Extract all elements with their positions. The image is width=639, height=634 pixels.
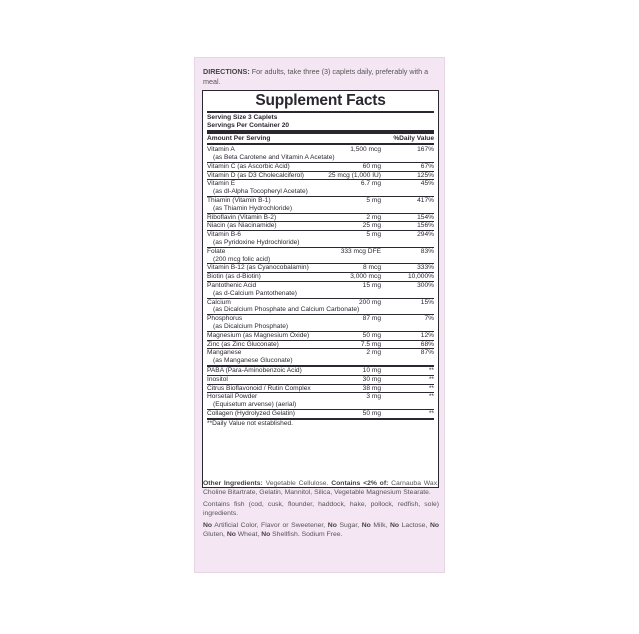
nutrient-source: (as dl-Alpha Tocopheryl Acetate) xyxy=(213,188,308,196)
nutrient-source: (200 mcg folic acid) xyxy=(213,255,271,263)
directions-body: For adults, take three (3) caplets daily, preferably with a meal. xyxy=(203,67,429,86)
nutrient-row xyxy=(207,172,434,181)
nutrient-daily-value: 300% xyxy=(417,281,434,289)
nutrient-name: Pantothenic Acid xyxy=(207,281,257,289)
nutrient-amount: 25 mg xyxy=(362,222,381,230)
divider xyxy=(207,143,434,145)
nutrient-table xyxy=(207,146,434,420)
nutrient-daily-value: 87% xyxy=(420,349,434,357)
directions-label: DIRECTIONS: xyxy=(203,67,250,76)
no-label: No xyxy=(429,522,439,530)
nutrient-name: Vitamin B-6 xyxy=(207,231,241,239)
nutrient-amount: 3 mg xyxy=(366,393,381,401)
nutrient-name: Manganese xyxy=(207,349,242,357)
free-from-item: Artificial Color, Flavor or Sweetener, xyxy=(212,522,328,530)
nutrient-daily-value: 15% xyxy=(420,298,434,306)
nutrient-amount: 30 mg xyxy=(362,375,381,383)
no-label: No xyxy=(327,522,337,530)
nutrient-row xyxy=(207,385,434,394)
nutrient-amount: 7.5 mg xyxy=(360,340,381,348)
ingredients-label: Other Ingredients: xyxy=(203,480,263,487)
nutrient-amount: 15 mg xyxy=(362,281,381,289)
nutrient-source: (as Manganese Gluconate) xyxy=(213,357,293,365)
divider xyxy=(207,130,434,134)
nutrient-amount: 50 mg xyxy=(362,331,381,339)
column-header xyxy=(207,135,434,143)
nutrient-amount: 60 mg xyxy=(362,162,381,170)
nutrient-source: (as Dicalcium Phosphate) xyxy=(213,322,289,330)
nutrient-name: Vitamin E xyxy=(207,180,236,188)
nutrient-name: Horsetail Powder xyxy=(207,393,258,401)
nutrient-name: Folate xyxy=(207,247,226,255)
nutrient-name: Citrus Bioflavonoid / Rutin Complex xyxy=(207,384,311,392)
nutrient-row xyxy=(207,315,434,332)
nutrient-amount: 38 mg xyxy=(362,384,381,392)
nutrient-amount: 200 mg xyxy=(359,298,381,306)
nutrient-name: Inositol xyxy=(207,375,228,383)
nutrient-source: (as Beta Carotene and Vitamin A Acetate) xyxy=(213,153,335,161)
nutrient-daily-value: 417% xyxy=(417,196,434,204)
nutrient-amount: 50 mg xyxy=(362,409,381,417)
nutrient-daily-value: ** xyxy=(428,409,434,417)
nutrient-source: (as Dicalcium Phosphate and Calcium Carbonate) xyxy=(213,306,360,314)
nutrient-daily-value: 294% xyxy=(417,231,434,239)
nutrient-row xyxy=(207,299,434,316)
nutrient-daily-value: ** xyxy=(428,375,434,383)
nutrient-daily-value: 156% xyxy=(417,222,434,230)
nutrient-name: Magnesium (as Magnesium Oxide) xyxy=(207,331,310,339)
nutrient-row xyxy=(207,197,434,214)
nutrient-daily-value: 7% xyxy=(424,315,434,323)
nutrient-amount: 87 mg xyxy=(362,315,381,323)
amount-per-serving-header: Amount Per Serving xyxy=(207,135,271,143)
nutrient-amount: 5 mg xyxy=(366,231,381,239)
nutrient-row xyxy=(207,376,434,385)
supplement-facts-title: Supplement Facts xyxy=(255,92,386,109)
nutrient-daily-value: ** xyxy=(428,384,434,392)
nutrient-row xyxy=(207,282,434,299)
nutrient-row xyxy=(207,410,434,420)
no-label: No xyxy=(261,530,271,538)
free-from-item: Milk, xyxy=(370,522,390,530)
nutrient-row xyxy=(207,222,434,231)
supplement-label-panel xyxy=(194,57,445,573)
nutrient-source: (as Thiamin Hydrochloride) xyxy=(213,204,293,212)
other-ingredients-section xyxy=(203,480,439,544)
nutrient-name: Vitamin A xyxy=(207,146,235,154)
daily-value-header: %Daily Value xyxy=(393,135,434,143)
nutrient-name: Vitamin D (as D3 Cholecalciferol) xyxy=(207,171,304,179)
no-label: No xyxy=(203,522,213,530)
nutrient-daily-value: 10,000% xyxy=(407,273,434,281)
nutrient-daily-value: ** xyxy=(428,393,434,401)
nutrient-daily-value: 167% xyxy=(417,146,434,154)
nutrient-daily-value: 125% xyxy=(417,171,434,179)
nutrient-name: Calcium xyxy=(207,298,231,306)
nutrient-row xyxy=(207,332,434,341)
supplement-facts-box xyxy=(202,90,439,488)
nutrient-daily-value: 12% xyxy=(420,331,434,339)
nutrient-amount: 2 mg xyxy=(366,349,381,357)
ingredients-text: Vegetable Cellulose. xyxy=(265,480,329,487)
nutrient-daily-value: 68% xyxy=(420,340,434,348)
nutrient-source: (as d-Calcium Pantothenate) xyxy=(213,289,297,297)
free-from-item: Shellfish. Sodium Free. xyxy=(270,530,343,538)
nutrient-row xyxy=(207,214,434,223)
nutrient-name: Niacin (as Niacinamide) xyxy=(207,222,277,230)
free-from-item: Wheat, xyxy=(235,530,262,538)
free-from-item: Sugar, xyxy=(336,522,362,530)
contains-text: Carnauba Wax, Choline Bitartrate, Gelatin, Mannitol, Silica, Vegetable Magnesium Stearate. xyxy=(203,480,440,496)
nutrient-row xyxy=(207,273,434,282)
free-from-statement xyxy=(203,522,439,539)
nutrient-row xyxy=(207,248,434,265)
serving-size: Serving Size 3 Caplets xyxy=(207,114,278,121)
nutrient-daily-value: 333% xyxy=(417,264,434,272)
nutrient-name: Zinc (as Zinc Gluconate) xyxy=(207,340,279,348)
divider xyxy=(207,111,434,113)
contains-label: Contains <2% of: xyxy=(331,480,389,487)
no-label: No xyxy=(226,530,236,538)
nutrient-name: Phosphorus xyxy=(207,315,243,323)
nutrient-name: Vitamin C (as Ascorbic Acid) xyxy=(207,162,290,170)
nutrient-name: Collagen (Hydrolyzed Gelatin) xyxy=(207,409,295,417)
nutrient-name: Riboflavin (Vitamin B-2) xyxy=(207,213,277,221)
no-label: No xyxy=(389,522,400,530)
directions-text xyxy=(203,67,439,86)
no-label: No xyxy=(361,522,371,530)
nutrient-row xyxy=(207,393,434,410)
nutrient-row xyxy=(207,367,434,376)
nutrient-row xyxy=(207,180,434,197)
nutrient-source: (as Pyridoxine Hydrochloride) xyxy=(213,238,300,246)
servings-per-container: Servings Per Container 20 xyxy=(207,121,290,129)
nutrient-amount: 25 mcg (1,000 IU) xyxy=(328,171,381,179)
nutrient-row xyxy=(207,349,434,367)
nutrient-daily-value: 83% xyxy=(420,247,434,255)
nutrient-name: PABA (Para-Aminobenzoic Acid) xyxy=(207,366,302,374)
nutrient-source: (Equisetum arvense) (aerial) xyxy=(213,401,297,409)
nutrient-amount: 10 mg xyxy=(362,366,381,374)
nutrient-row xyxy=(207,264,434,273)
nutrient-row xyxy=(207,231,434,248)
nutrient-daily-value: 67% xyxy=(420,162,434,170)
nutrient-amount: 8 mcg xyxy=(363,264,381,272)
nutrient-amount: 6.7 mg xyxy=(360,180,381,188)
nutrient-amount: 5 mg xyxy=(366,196,381,204)
nutrient-name: Thiamin (Vitamin B-1) xyxy=(207,196,271,204)
nutrient-amount: 3,000 mcg xyxy=(350,273,381,281)
nutrient-amount: 2 mg xyxy=(366,213,381,221)
nutrient-row xyxy=(207,146,434,163)
allergen-text: Contains fish (cod, cusk, flounder, haddock, hake, pollock, redfish, sole) ingredients. xyxy=(203,501,439,517)
nutrient-row xyxy=(207,163,434,172)
nutrient-row xyxy=(207,341,434,350)
free-from-item: Gluten, xyxy=(203,530,227,538)
nutrient-amount: 1,500 mcg xyxy=(350,146,381,154)
daily-value-footnote: **Daily Value not established. xyxy=(207,419,294,427)
nutrient-daily-value: ** xyxy=(428,366,434,374)
ingredients-paragraph xyxy=(203,480,439,497)
free-from-item: Lactose, xyxy=(399,522,430,530)
nutrient-name: Biotin (as d-Biotin) xyxy=(207,273,261,281)
nutrient-daily-value: 154% xyxy=(417,213,434,221)
nutrient-daily-value: 45% xyxy=(420,180,434,188)
nutrient-name: Vitamin B-12 (as Cyanocobalamin) xyxy=(207,264,309,272)
nutrient-amount: 333 mcg DFE xyxy=(340,247,381,255)
